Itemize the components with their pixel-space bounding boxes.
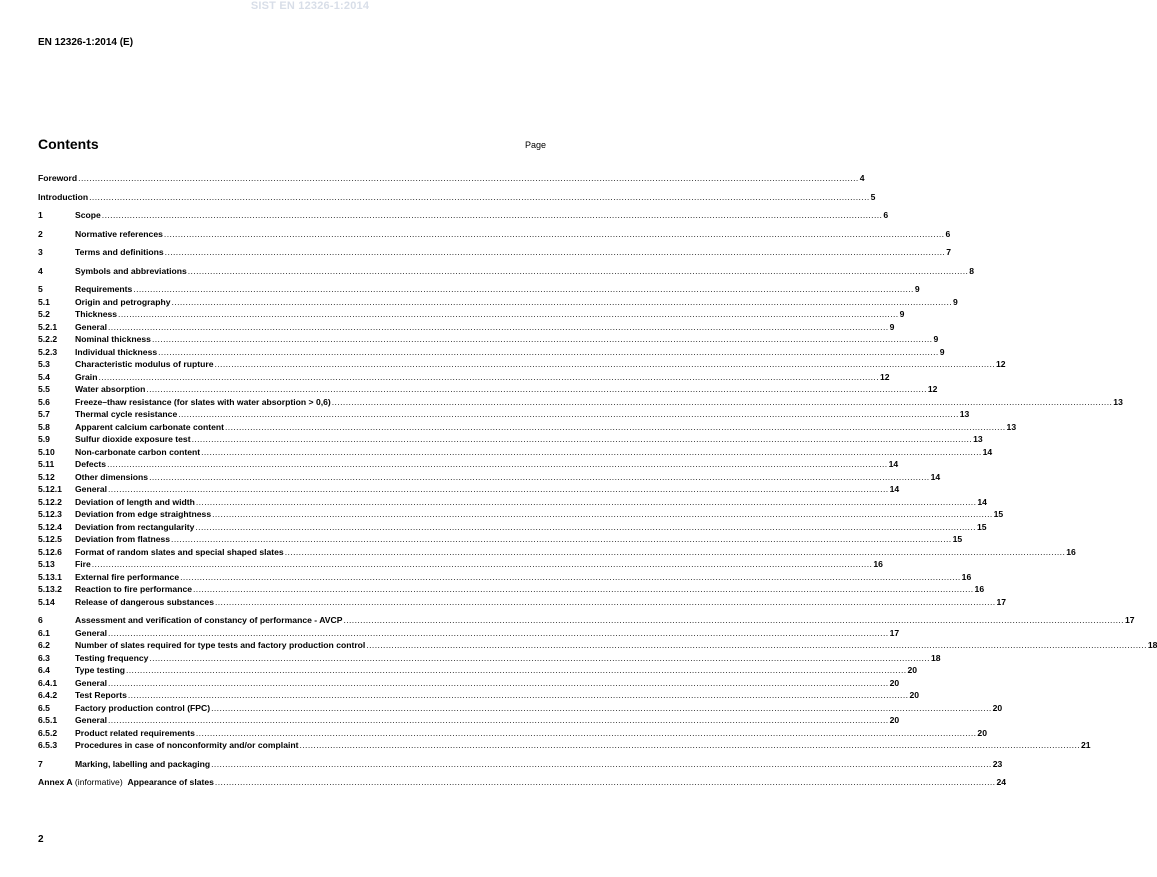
toc-entry-number: 6.1 bbox=[38, 627, 50, 638]
toc-entry[interactable] bbox=[38, 308, 905, 321]
toc-entry-page: 14 bbox=[930, 471, 941, 482]
toc-leader-dots bbox=[128, 689, 909, 702]
toc-entry-number: 5.13.1 bbox=[38, 571, 62, 582]
toc-entry-page: 15 bbox=[993, 509, 1004, 519]
toc-entry-number: 5.2.2 bbox=[38, 334, 58, 344]
toc-entry-number: 6.5.1 bbox=[38, 715, 58, 725]
toc-entry-page: 13 bbox=[959, 409, 970, 419]
toc-entry-number: 5.2 bbox=[38, 309, 50, 319]
toc-entry-title bbox=[38, 776, 214, 789]
toc-entry-number: 5.7 bbox=[38, 409, 50, 419]
toc-entry[interactable] bbox=[38, 689, 919, 702]
toc-entry[interactable] bbox=[38, 496, 987, 509]
toc-entry[interactable] bbox=[38, 246, 951, 259]
toc-leader-dots bbox=[195, 521, 976, 534]
toc-entry-number: 6.5 bbox=[38, 702, 50, 713]
toc-entry[interactable] bbox=[38, 283, 920, 296]
toc-entry[interactable] bbox=[38, 346, 945, 359]
toc-entry-number: 5.5 bbox=[38, 384, 50, 394]
toc-leader-dots bbox=[108, 714, 889, 727]
toc-entry-page: 15 bbox=[976, 521, 987, 532]
toc-entry-title: Introduction bbox=[38, 191, 89, 202]
toc-entry-title: Marking, labelling and packaging bbox=[75, 758, 211, 769]
toc-entry-title-part: Annex A bbox=[38, 777, 73, 787]
toc-entry-title: Testing frequency bbox=[75, 652, 149, 663]
toc-entry-title: Defects bbox=[75, 459, 107, 469]
toc-leader-dots bbox=[152, 333, 933, 346]
toc-leader-dots bbox=[192, 433, 973, 446]
toc-entry-page: 14 bbox=[888, 459, 899, 469]
toc-leader-dots bbox=[215, 596, 996, 609]
toc-leader-dots bbox=[98, 371, 879, 384]
toc-entry-number: 6.2 bbox=[38, 640, 50, 650]
toc-entry-number: 5.2.1 bbox=[38, 321, 58, 332]
toc-entry-number: 5.2.3 bbox=[38, 346, 58, 357]
toc-entry-title: General bbox=[75, 321, 108, 332]
toc-entry[interactable] bbox=[38, 533, 963, 546]
toc-entry-page: 13 bbox=[1006, 421, 1017, 432]
toc-entry-page: 20 bbox=[992, 702, 1003, 713]
toc-entry-page: 14 bbox=[977, 496, 987, 507]
toc-entry-page: 23 bbox=[992, 758, 1003, 769]
toc-leader-dots bbox=[211, 758, 992, 771]
toc-entry-page: 16 bbox=[1066, 546, 1076, 557]
toc-entry-page: 13 bbox=[973, 434, 983, 444]
toc-entry-title: General bbox=[75, 715, 108, 725]
toc-entry-page: 16 bbox=[974, 584, 985, 594]
toc-entry-number: 5.12.4 bbox=[38, 521, 62, 532]
toc-entry[interactable] bbox=[38, 702, 1003, 715]
toc-entry[interactable] bbox=[38, 521, 987, 534]
toc-entry-page: 13 bbox=[1113, 396, 1123, 407]
toc-entry-page: 6 bbox=[945, 228, 951, 239]
toc-entry[interactable] bbox=[38, 714, 900, 727]
toc-leader-dots bbox=[149, 652, 930, 665]
toc-entry-number: 5.11 bbox=[38, 459, 55, 469]
page-number: 2 bbox=[38, 834, 44, 845]
toc-entry-title: Terms and definitions bbox=[75, 247, 164, 257]
toc-entry-title: Foreword bbox=[38, 173, 78, 183]
toc-entry-page: 4 bbox=[859, 173, 865, 183]
toc-entry-title: Format of random slates and special shaped slates bbox=[75, 546, 284, 557]
toc-entry-page: 20 bbox=[889, 715, 900, 725]
toc-entry-title: Reaction to fire performance bbox=[75, 584, 192, 594]
toc-entry-number: 5.9 bbox=[38, 434, 50, 444]
toc-leader-dots bbox=[299, 739, 1080, 752]
toc-leader-dots bbox=[118, 308, 899, 321]
toc-entry-title: Procedures in case of nonconformity and/or complaint bbox=[75, 740, 299, 750]
toc-entry-number: 6.3 bbox=[38, 652, 50, 663]
toc-entry[interactable] bbox=[38, 265, 975, 278]
toc-entry[interactable] bbox=[38, 458, 899, 471]
toc-entry[interactable] bbox=[38, 583, 985, 596]
toc-entry-number: 6.5.3 bbox=[38, 740, 58, 750]
toc-leader-dots bbox=[102, 209, 883, 222]
watermark: SIST EN 12326-1:2014 bbox=[250, 0, 370, 12]
toc-leader-dots bbox=[225, 421, 1006, 434]
toc-entry-number: 3 bbox=[38, 247, 43, 257]
toc-entry-title: Thermal cycle resistance bbox=[75, 409, 178, 419]
toc-leader-dots bbox=[108, 321, 889, 334]
toc-entry-page: 12 bbox=[927, 384, 938, 394]
toc-entry-page: 5 bbox=[870, 191, 876, 202]
toc-leader-dots bbox=[215, 776, 996, 789]
toc-entry-title: Scope bbox=[75, 210, 101, 220]
toc-entry-page: 21 bbox=[1081, 740, 1091, 750]
toc-entry[interactable] bbox=[38, 677, 900, 690]
toc-entry-number: 5.13.2 bbox=[38, 584, 62, 594]
toc-entry-title: Release of dangerous substances bbox=[75, 596, 214, 607]
toc-entry-title: Factory production control (FPC) bbox=[75, 702, 211, 713]
toc-entry-title: Deviation from edge straightness bbox=[75, 509, 212, 519]
toc-entry[interactable] bbox=[38, 446, 993, 459]
toc-entry-number: 5.13 bbox=[38, 559, 55, 569]
toc-leader-dots bbox=[89, 191, 870, 204]
toc-entry[interactable] bbox=[38, 664, 918, 677]
toc-entry[interactable] bbox=[38, 652, 941, 665]
toc-entry-page: 12 bbox=[996, 359, 1006, 369]
toc-entry-title: Freeze–thaw resistance (for slates with water absorption > 0,6) bbox=[75, 396, 331, 407]
toc-entry-number: 6.4 bbox=[38, 665, 50, 675]
toc-entry-title: Fire bbox=[75, 559, 91, 569]
toc-entry[interactable] bbox=[38, 508, 1004, 521]
toc-leader-dots bbox=[171, 533, 952, 546]
toc-entry[interactable] bbox=[38, 421, 1017, 434]
toc-entry[interactable] bbox=[38, 433, 983, 446]
toc-entry-page: 14 bbox=[889, 484, 900, 494]
toc-entry[interactable] bbox=[38, 571, 972, 584]
toc-entry-title: Water absorption bbox=[75, 384, 146, 394]
toc-leader-dots bbox=[172, 296, 953, 309]
toc-entry-page: 20 bbox=[889, 677, 900, 688]
toc-entry-page: 9 bbox=[914, 284, 920, 294]
toc-leader-dots bbox=[146, 383, 927, 396]
toc-entry-number: 5.12 bbox=[38, 471, 55, 482]
toc-entry-number: 5.12.2 bbox=[38, 496, 62, 507]
toc-entry-number: 5.12.6 bbox=[38, 546, 62, 557]
toc-leader-dots bbox=[214, 358, 995, 371]
toc-leader-dots bbox=[108, 483, 889, 496]
toc-entry-page: 17 bbox=[1124, 615, 1135, 625]
toc-entry[interactable] bbox=[38, 558, 883, 571]
toc-leader-dots bbox=[343, 614, 1124, 627]
toc-leader-dots bbox=[149, 471, 930, 484]
toc-entry-number: 2 bbox=[38, 228, 43, 239]
toc-entry[interactable] bbox=[38, 639, 1157, 652]
toc-entry-title: Symbols and abbreviations bbox=[75, 265, 187, 276]
toc-entry-title: Type testing bbox=[75, 665, 125, 675]
toc-entry[interactable] bbox=[38, 471, 941, 484]
toc-entry-page: 9 bbox=[953, 296, 958, 307]
page-column-label: Page bbox=[524, 140, 546, 150]
toc-entry-number: 5 bbox=[38, 284, 43, 294]
toc-leader-dots bbox=[164, 228, 945, 241]
toc-leader-dots bbox=[201, 446, 982, 459]
toc-entry-page: 16 bbox=[961, 571, 972, 582]
toc-leader-dots bbox=[285, 546, 1066, 559]
toc-entry-title: Non-carbonate carbon content bbox=[75, 446, 201, 457]
toc-leader-dots bbox=[133, 283, 914, 296]
toc-entry-title: Apparent calcium carbonate content bbox=[75, 421, 224, 432]
toc-entry-title: General bbox=[75, 484, 108, 494]
toc-entry[interactable] bbox=[38, 483, 900, 496]
toc-entry-page: 14 bbox=[982, 446, 993, 457]
toc-entry-page: 8 bbox=[969, 265, 975, 276]
toc-entry[interactable] bbox=[38, 727, 987, 740]
document-id: EN 12326-1:2014 (E) bbox=[38, 37, 134, 48]
toc-entry-number: 5.12.3 bbox=[38, 509, 62, 519]
toc-entry-page: 24 bbox=[996, 777, 1007, 787]
toc-entry-number: 5.3 bbox=[38, 359, 50, 369]
toc-entry-title: Number of slates required for type tests and factory production control bbox=[75, 640, 366, 650]
toc-leader-dots bbox=[332, 396, 1113, 409]
toc-entry[interactable] bbox=[38, 758, 1003, 771]
toc-entry-number: 5.12.5 bbox=[38, 534, 62, 544]
toc-entry[interactable] bbox=[38, 371, 890, 384]
toc-entry-title: External fire performance bbox=[75, 571, 180, 582]
toc-entry-page: 15 bbox=[952, 534, 963, 544]
toc-entry-title-part: Appearance of slates bbox=[127, 777, 214, 787]
toc-entry-title: Origin and petrography bbox=[75, 296, 171, 307]
toc-entry-page: 7 bbox=[946, 247, 951, 257]
toc-leader-dots bbox=[165, 246, 946, 259]
toc-entry[interactable] bbox=[38, 191, 876, 204]
toc-entry[interactable] bbox=[38, 209, 889, 222]
toc-entry-page: 17 bbox=[996, 596, 1007, 607]
toc-entry-page: 20 bbox=[977, 727, 987, 738]
toc-entry-title-annotation: (informative) bbox=[72, 777, 128, 787]
toc-entry[interactable] bbox=[38, 596, 1007, 609]
toc-leader-dots bbox=[211, 702, 992, 715]
toc-entry-title: Grain bbox=[75, 371, 98, 382]
toc-entry[interactable] bbox=[38, 776, 1007, 789]
toc-entry-page: 9 bbox=[899, 309, 905, 319]
toc-entry[interactable] bbox=[38, 321, 895, 334]
toc-leader-dots bbox=[366, 639, 1147, 652]
toc-entry[interactable] bbox=[38, 333, 939, 346]
toc-entry-page: 20 bbox=[907, 665, 918, 675]
table-of-contents bbox=[38, 172, 1157, 789]
toc-leader-dots bbox=[212, 508, 993, 521]
toc-entry-number: 5.12.1 bbox=[38, 484, 62, 494]
toc-entry[interactable] bbox=[38, 383, 938, 396]
toc-entry-title: Product related requirements bbox=[75, 727, 195, 738]
toc-entry[interactable] bbox=[38, 296, 958, 309]
toc-entry-title: Normative references bbox=[75, 228, 163, 239]
toc-entry-title: Requirements bbox=[75, 284, 133, 294]
toc-entry-page: 18 bbox=[1147, 640, 1157, 650]
toc-leader-dots bbox=[193, 583, 974, 596]
toc-entry-title: Thickness bbox=[75, 309, 118, 319]
toc-leader-dots bbox=[158, 346, 939, 359]
toc-leader-dots bbox=[108, 627, 889, 640]
toc-entry-number: 7 bbox=[38, 758, 43, 769]
toc-entry-title: Other dimensions bbox=[75, 471, 149, 482]
toc-entry-number: 4 bbox=[38, 265, 43, 276]
toc-entry[interactable] bbox=[38, 546, 1076, 559]
toc-entry[interactable] bbox=[38, 614, 1135, 627]
toc-entry[interactable] bbox=[38, 358, 1006, 371]
toc-leader-dots bbox=[108, 677, 889, 690]
toc-entry[interactable] bbox=[38, 627, 900, 640]
toc-entry-page: 9 bbox=[939, 346, 945, 357]
toc-entry-page: 6 bbox=[883, 210, 889, 220]
toc-entry-title: Deviation from flatness bbox=[75, 534, 171, 544]
toc-entry-title: Assessment and verification of constancy of performance - AVCP bbox=[75, 615, 343, 625]
toc-entry-page: 18 bbox=[930, 652, 941, 663]
contents-heading: Contents bbox=[38, 136, 99, 152]
toc-entry-title: Sulfur dioxide exposure test bbox=[75, 434, 191, 444]
toc-entry-number: 5.8 bbox=[38, 421, 50, 432]
toc-entry-title: Individual thickness bbox=[75, 346, 158, 357]
toc-entry-number: 5.10 bbox=[38, 446, 55, 457]
toc-entry-page: 12 bbox=[880, 371, 890, 382]
toc-entry-title: Test Reports bbox=[75, 690, 127, 700]
toc-leader-dots bbox=[126, 664, 907, 677]
toc-leader-dots bbox=[107, 458, 888, 471]
toc-entry[interactable] bbox=[38, 408, 970, 421]
toc-entry-number: 1 bbox=[38, 210, 43, 220]
toc-leader-dots bbox=[196, 727, 977, 740]
toc-entry-number: 6.4.2 bbox=[38, 690, 58, 700]
toc-entry-number: 5.14 bbox=[38, 596, 55, 607]
toc-leader-dots bbox=[188, 265, 969, 278]
toc-entry-number: 6 bbox=[38, 615, 43, 625]
toc-entry-title: Characteristic modulus of rupture bbox=[75, 359, 214, 369]
toc-entry-page: 16 bbox=[873, 559, 883, 569]
toc-leader-dots bbox=[180, 571, 961, 584]
toc-entry-page: 20 bbox=[909, 690, 919, 700]
toc-entry[interactable] bbox=[38, 396, 1123, 409]
toc-entry[interactable] bbox=[38, 739, 1091, 752]
toc-entry[interactable] bbox=[38, 228, 951, 241]
toc-entry[interactable] bbox=[38, 172, 865, 185]
toc-leader-dots bbox=[178, 408, 959, 421]
toc-entry-number: 6.4.1 bbox=[38, 677, 58, 688]
toc-entry-page: 17 bbox=[889, 627, 900, 638]
toc-entry-page: 9 bbox=[889, 321, 895, 332]
toc-entry-page: 9 bbox=[933, 334, 939, 344]
toc-leader-dots bbox=[196, 496, 977, 509]
toc-entry-number: 6.5.2 bbox=[38, 727, 58, 738]
toc-entry-number: 5.4 bbox=[38, 371, 50, 382]
toc-entry-title: General bbox=[75, 627, 108, 638]
toc-leader-dots bbox=[78, 172, 859, 185]
toc-leader-dots bbox=[92, 558, 873, 571]
toc-entry-title: Nominal thickness bbox=[75, 334, 151, 344]
toc-entry-title: Deviation of length and width bbox=[75, 496, 195, 507]
toc-entry-number: 5.6 bbox=[38, 396, 50, 407]
toc-entry-number: 5.1 bbox=[38, 296, 50, 307]
toc-entry-title: Deviation from rectangularity bbox=[75, 521, 195, 532]
toc-entry-title: General bbox=[75, 677, 108, 688]
